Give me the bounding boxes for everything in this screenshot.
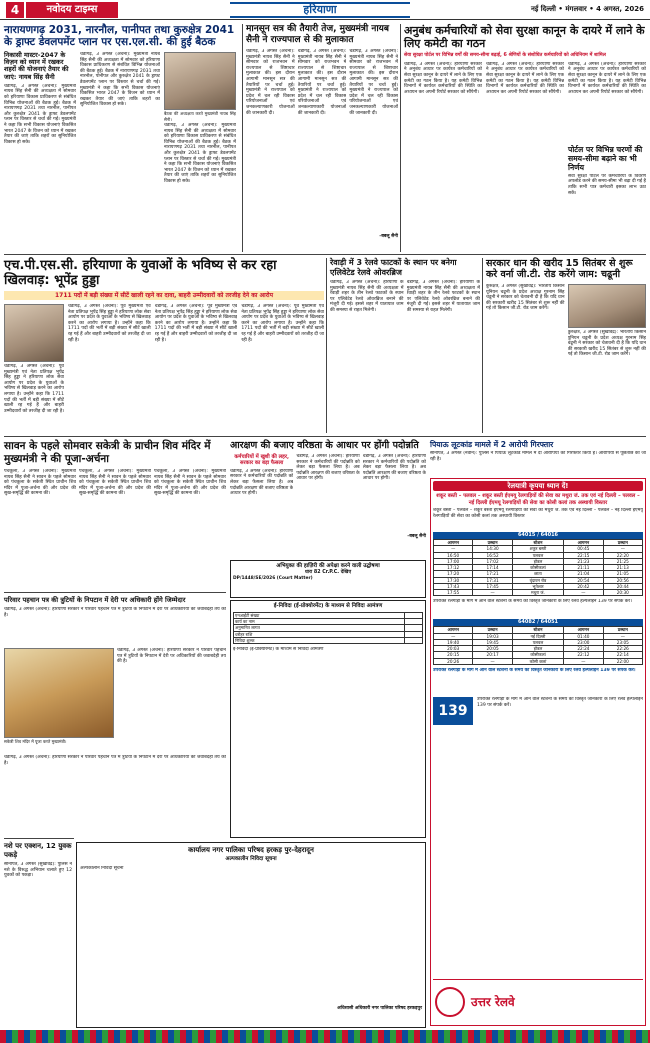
timetable-row [434, 590, 643, 596]
story-body-cont3: चंडीगढ़, 3 अगस्त (अर्चना): पूर्व मुख्यमंत्री एवं नेता प्रतिपक्ष भूपेंद्र सिंह हुड्डा ने हरियाणा लोक सेवा आयोग पर प्रदेश के युवाओं के भविष्य से खिलवाड़ करने का आरोप लगाया है। उन्होंने कहा कि 1711 पदों की भर्ती में बड़ी संख्या में सीटें खाली रह गई हैं और बाहरी उम्मीदवारों को तरजीह दी जा रही है। [241, 304, 325, 343]
col-head: स्टेशन [512, 627, 563, 633]
timetable-cell: 17:12 [434, 565, 473, 571]
railway-ad-title: रेलयात्री कृपया ध्यान दें! [433, 481, 643, 491]
story-drugs-action [4, 842, 72, 1028]
timetable-cell: — [603, 546, 642, 552]
railway-timetable-1 [433, 539, 643, 596]
notice-subtitle: धारा 82 Cr.P.C. देखिए [304, 569, 352, 575]
timetable-cell: भूतेश्वर [512, 583, 563, 589]
story-body-cont: चंडीगढ़, 3 अगस्त (अर्चना): हरियाणा सरकार ने कर्मचारियों की पदोन्नति को लेकर बड़ा फैसला लिया है। अब पदोन्नति आरक्षण की बजाए वरिष्ठता के आधार पर होगी। [296, 454, 360, 482]
story-body-cont2: चंडीगढ़, 3 अगस्त (अर्चना): हरियाणा सरकार ने कर्मचारियों की पदोन्नति को लेकर बड़ा फैसला लिया है। अब पदोन्नति आरक्षण की बजाए वरिष्ठता के आधार पर होगी। [362, 454, 426, 482]
timetable-cell: 20:26 [434, 658, 473, 664]
timetable-cell: 01:40 [564, 633, 603, 639]
sidebar-headline: पोर्टल पर विभिन्न चरणों की समय-सीमा बढ़ाने का भी निर्णय [568, 144, 643, 172]
timetable-cell: 17:43 [434, 583, 473, 589]
timetable-cell: 22:26 [603, 646, 642, 652]
story-ppp-errors [4, 596, 226, 836]
story-body: चंडीगढ़, 3 अगस्त (अर्चना): पूर्व मुख्यमंत्री एवं नेता प्रतिपक्ष भूपेंद्र सिंह हुड्डा ने हरियाणा लोक सेवा आयोग पर प्रदेश के युवाओं के भविष्य से खिलवाड़ करने का आरोप लगाया है। उन्होंने कहा कि 1711 पदों की भर्ती में बड़ी संख्या में सीटें खाली रह गई हैं और बाहरी उम्मीदवारों को तरजीह दी जा रही है। [4, 364, 64, 414]
story-body-cont: चंडीगढ़, 3 अगस्त (अर्चना): हरियाणा के मुख्यमंत्री नायब सिंह सैनी की अध्यक्षता में रेवाड़ी शहर के तीन रेलवे फाटकों के स्थान पर एलिवेटेड रेलवे ओवरब्रिज बनाने की मंजूरी दी गई। इससे शहर में यातायात जाम की समस्या से राहत मिलेगी। [406, 280, 480, 313]
timetable-cell: 22:20 [603, 552, 642, 558]
story-body-cont2: चंडीगढ़, 3 अगस्त (अर्चना): मुख्यमंत्री नायब सिंह सैनी ने सोमवार को राजभवन में राज्यपाल से शिष्टाचार मुलाकात की। इस दौरान आगामी मानसून सत्र की तैयारियों पर चर्चा हुई। मुख्यमंत्री ने राज्यपाल को प्रदेश में चल रही विकास परियोजनाओं एवं जनकल्याणकारी योजनाओं की जानकारी दी। [349, 49, 399, 116]
notice-court: DP/1448/SE/2026 (Court Matter) [233, 575, 313, 581]
tender-cell: धरोहर राशि [234, 631, 405, 637]
timetable-cell: 21:04 [564, 571, 603, 577]
timetable-cell: — [434, 633, 473, 639]
story-headline: अनुबंध कर्मचारियों को सेवा सुरक्षा कानून के दायरे में लाने के लिए कमेटी का गठन [404, 24, 645, 50]
story-headline: पियाऊ लूटकांड मामले में 2 आरोपी गिरफ्तार [430, 440, 554, 449]
municipal-tender-notice [76, 842, 426, 1028]
tender-cell: अनुमानित लागत [234, 625, 405, 631]
story-body-cont: चंडीगढ़, 3 अगस्त (अर्चना): पूर्व मुख्यमंत्री एवं नेता प्रतिपक्ष भूपेंद्र सिंह हुड्डा ने हरियाणा लोक सेवा आयोग पर प्रदेश के युवाओं के भविष्य से खिलवाड़ करने का आरोप लगाया है। उन्होंने कहा कि 1711 पदों की भर्ती में बड़ी संख्या में सीटें खाली रह गई हैं और बाहरी उम्मीदवारों को तरजीह दी जा रही है। [68, 304, 151, 343]
timetable-cell: 20:03 [434, 646, 473, 652]
story-promotion-seniority [230, 440, 426, 560]
story-contract-employees [404, 24, 646, 252]
story-body-cont2: चंडीगढ़, 3 अगस्त (अर्चना): पूर्व मुख्यमंत्री एवं नेता प्रतिपक्ष भूपेंद्र सिंह हुड्डा ने हरियाणा लोक सेवा आयोग पर प्रदेश के युवाओं के भविष्य से खिलवाड़ करने का आरोप लगाया है। उन्होंने कहा कि 1711 पदों की भर्ती में बड़ी संख्या में सीटें खाली रह गई हैं और बाहरी उम्मीदवारों को तरजीह दी जा रही है। [154, 304, 238, 343]
timetable-cell: 14:30 [473, 546, 512, 552]
timetable-cell: 17:55 [434, 590, 473, 596]
timetable-cell: 20:42 [564, 583, 603, 589]
chief-minister-photo [164, 52, 236, 110]
timetable-cell: छाता [512, 571, 563, 577]
story-body: चंडीगढ़, 3 अगस्त (अर्चना): हरियाणा के मुख्यमंत्री नायब सिंह सैनी की अध्यक्षता में रेवाड़ी शहर के तीन रेलवे फाटकों के स्थान पर एलिवेटेड रेलवे ओवरब्रिज बनाने की मंजूरी दी गई। इससे शहर में यातायात जाम की समस्या से राहत मिलेगी। [330, 280, 404, 313]
timetable-cell: 17:20 [434, 571, 473, 577]
timetable-cell: 17:02 [473, 558, 512, 564]
timetable-cell: 20:05 [473, 646, 512, 652]
timetable-cell: 20:54 [564, 577, 603, 583]
timetable-cell: 21:23 [564, 558, 603, 564]
timetable-cell: 21:25 [603, 558, 642, 564]
story-body: चंडीगढ़, 3 अगस्त (अर्चना): हरियाणा सरकार ने अनुबंध आधार पर कार्यरत कर्मचारियों को सेवा सुरक्षा कानून के दायरे में लाने के लिए एक कमेटी का गठन किया है। यह कमेटी विभिन्न विभागों में कार्यरत कर्मचारियों की स्थिति का अध्ययन कर अपनी रिपोर्ट सरकार को सौंपेगी। [404, 61, 482, 95]
story-body-cont2: चंडीगढ़, 3 अगस्त (अर्चना): हरियाणा सरकार ने परिवार पहचान पत्र में त्रुटियों के निपटान में देरी पर अधिकारियों की जवाबदेही तय की है। [4, 755, 226, 766]
tender-table [233, 612, 423, 644]
story-headline: रेवाड़ी में 3 रेलवे फाटकों के स्थान पर बनेगा एलिवेटेड रेलवे ओवरब्रिज [330, 258, 457, 277]
story-headline: नशे पर एक्शन, 12 युवक पकड़े [4, 842, 72, 859]
timetable-cell: 17:30 [434, 577, 473, 583]
timetable-cell: कोसीकलां [512, 652, 563, 658]
story-headline: एच.पी.एस.सी. हरियाणा के युवाओं के भविष्य से कर रहा खिलवाड़: भूपेंद्र हुड्डा [4, 258, 277, 288]
page-number: 4 [6, 2, 24, 18]
story-headline: मानसून सत्र की तैयारी तेज, मुख्यमंत्री नायब सैनी ने राज्यपाल से की मुलाकात [246, 24, 390, 45]
timetable-cell: 21:13 [603, 565, 642, 571]
story-hpsc [4, 258, 324, 433]
chaduni-photo [568, 284, 647, 328]
story-body: कुरुक्षेत्र, 3 अगस्त (सुखविंद्र): भारतीय किसान यूनियन चढूनी के प्रदेश अध्यक्ष गुरनाम सिंह चढूनी ने सरकार को चेतावनी दी है कि यदि धान की सरकारी खरीद 15 सितंबर से शुरू नहीं की गई तो किसान जी.टी. रोड जाम करेंगे। [486, 284, 565, 312]
timetable-cell: 16:50 [434, 552, 473, 558]
timetable-cell: 22:14 [603, 652, 642, 658]
helpline-text: उपरोक्त रेलगाड़ी के मार्ग में आने वाले स्टेशनों के समय की विस्तृत जानकारी के लिए रेलवे हेल्पलाइन 139 पर संपर्क करें। [477, 696, 643, 708]
timetable-cell: — [473, 658, 512, 664]
story-body: चंडीगढ़, 3 अगस्त (अर्चना): मुख्यमंत्री नायब सिंह सैनी की अध्यक्षता में सोमवार को हरियाणा विकास प्राधिकरण से संबंधित विभिन्न योजनाओं की बैठक हुई। बैठक में नारायणगढ़ 2031 तथा नारनौल, पानीपत और कुरुक्षेत्र 2041 के ड्राफ्ट डेवलपमेंट प्लान पर विस्तार से चर्चा की गई। मुख्यमंत्री ने कहा कि सभी विकास योजनाएं विकसित भारत 2047 के विजन को ध्यान में रखकर तैयार की जाएं ताकि शहरों का सुनियोजित विकास हो सके। [4, 83, 76, 145]
timetable-cell: होडल [512, 646, 563, 652]
story-headline: सावन के पहले सोमवार सकेत्री के प्राचीन शिव मंदिर में मुख्यमंत्री ने की पूजा-अर्चना [4, 440, 211, 465]
col-head: प्रस्थान [603, 627, 642, 633]
story-body: चंडीगढ़, 3 अगस्त (अर्चना): मुख्यमंत्री नायब सिंह सैनी ने सोमवार को राजभवन में राज्यपाल से शिष्टाचार मुलाकात की। इस दौरान आगामी मानसून सत्र की तैयारियों पर चर्चा हुई। मुख्यमंत्री ने राज्यपाल को प्रदेश में चल रही विकास परियोजनाओं एवं जनकल्याणकारी योजनाओं की जानकारी दी। [246, 49, 295, 116]
story-paddy-procurement [486, 258, 646, 433]
timetable-cell: कोसी कलां [512, 658, 563, 664]
story-author: -बबलू सैनी [407, 534, 426, 539]
railway-ad-details: शकूर बस्ती – पलवल – शकूर बस्ती ईएमयू रेलगाड़ियों की सेवा का मथुरा जं. तक एवं नई दिल्ली – पलवल – नई दिल्ली ईएमयू रेलगाड़ियों की सेवा का कोसी कलां तक अस्थायी विस्तार [433, 508, 643, 519]
story-headline: सरकार धान की खरीद 15 सितंबर से शुरू करे वर्ना जी.टी. रोड करेंगे जाम: चढूनी [486, 258, 633, 280]
timetable-cell: 17:31 [473, 577, 512, 583]
col-head: प्रस्थान [473, 627, 512, 633]
timetable-cell: 00:45 [564, 546, 603, 552]
tender-cell: कार्य का नाम [234, 619, 405, 625]
story-body-cont2: चंडीगढ़, 3 अगस्त (अर्चना): मुख्यमंत्री नायब सिंह सैनी की अध्यक्षता में सोमवार को हरियाणा विकास प्राधिकरण से संबंधित विभिन्न योजनाओं की बैठक हुई। बैठक में नारायणगढ़ 2031 तथा नारनौल, पानीपत और कुरुक्षेत्र 2041 के ड्राफ्ट डेवलपमेंट प्लान पर विस्तार से चर्चा की गई। मुख्यमंत्री ने कहा कि सभी विकास योजनाएं विकसित भारत 2047 के विजन को ध्यान में रखकर तैयार की जाएं ताकि शहरों का सुनियोजित विकास हो सके। [164, 123, 236, 184]
col-head: आगमन [434, 540, 473, 546]
railway-ad-note: उपरोक्त रेलगाड़ी के मार्ग में आने वाले स्टेशनों के समय की विस्तृत जानकारी के लिए रेलवे हेल्पलाइन 139 पर संपर्क करें। [433, 599, 632, 605]
dateline: नई दिल्ली • मंगलवार • 4 अगस्त, 2026 [530, 5, 644, 13]
tender-cell: एनआईटी संख्या [234, 612, 405, 618]
timetable-cell: 22:15 [564, 552, 603, 558]
timetable-cell: 17:14 [473, 565, 512, 571]
timetable-cell: 22:24 [564, 646, 603, 652]
timetable-cell: मथुरा जं. [512, 590, 563, 596]
proclamation-1 [230, 560, 426, 598]
timetable-cell: 21:11 [564, 565, 603, 571]
notice-subtitle: अल्पकालीन निविदा सूचना [225, 855, 277, 862]
story-body: सोनीपत, 3 अगस्त (नवीन): पुलिस ने पियाऊ लूटकांड मामले में दो आरोपियों को गिरफ्तार किया है। आरोपियों से पूछताछ की जा रही है। [430, 451, 646, 462]
timetable-cell: — [473, 590, 512, 596]
story-monsoon-session [246, 24, 398, 252]
section-title: हरियाणा [230, 2, 410, 18]
story-body-cont: चंडीगढ़, 3 अगस्त (अर्चना): हरियाणा सरकार ने परिवार पहचान पत्र में त्रुटियों के निपटान में देरी पर अधिकारियों की जवाबदेही तय की है। [117, 648, 226, 665]
e-tender-notice [230, 600, 426, 838]
timetable-cell: नई दिल्ली [512, 633, 563, 639]
col-head: स्टेशन [512, 540, 563, 546]
story-subheadline: 1711 पदों में बड़ी संख्या में सीटें खाली रहने का दावा, बाहरी उम्मीदवारों को तरजीह देने का आरोप [4, 291, 324, 300]
timetable-cell: कोसीकलां [512, 565, 563, 571]
timetable-cell: 21:05 [603, 571, 642, 577]
timetable-cell: — [603, 633, 642, 639]
masthead [0, 0, 650, 20]
notice-body: ई-निविदा (ई-प्रोक्योरमेंट) के माध्यम से निविदा आमंत्रण [233, 647, 324, 652]
footer-ornament [0, 1030, 650, 1043]
timetable-cell: 20:30 [603, 590, 642, 596]
notice-title: ई-निविदा (ई-प्रोक्योरमेंट) के माध्यम से निविदा आमंत्रण [273, 603, 383, 609]
timetable-cell: 19:45 [473, 639, 512, 645]
timetable-cell: शकूर बस्ती [512, 546, 563, 552]
timetable-cell: 20:44 [603, 583, 642, 589]
tender-row [234, 637, 423, 643]
tender-cell: निविदा शुल्क [234, 637, 405, 643]
story-body-cont2: चंडीगढ़, 3 अगस्त (अर्चना): हरियाणा सरकार ने अनुबंध आधार पर कार्यरत कर्मचारियों को सेवा सुरक्षा कानून के दायरे में लाने के लिए एक कमेटी का गठन किया है। यह कमेटी विभिन्न विभागों में कार्यरत कर्मचारियों की स्थिति का अध्ययन कर अपनी रिपोर्ट सरकार को सौंपेगी। [568, 61, 646, 95]
story-piyau-robbery [430, 440, 646, 476]
story-body-cont: चंडीगढ़, 3 अगस्त (अर्चना): मुख्यमंत्री नायब सिंह सैनी की अध्यक्षता में सोमवार को हरियाणा विकास प्राधिकरण से संबंधित विभिन्न योजनाओं की बैठक हुई। बैठक में नारायणगढ़ 2031 तथा नारनौल, पानीपत और कुरुक्षेत्र 2041 के ड्राफ्ट डेवलपमेंट प्लान पर विस्तार से चर्चा की गई। मुख्यमंत्री ने कहा कि सभी विकास योजनाएं विकसित भारत 2047 के विजन को ध्यान में रखकर तैयार की जाएं ताकि शहरों का सुनियोजित विकास हो सके। [80, 52, 160, 108]
photo-caption: बैठक की अध्यक्षता करते मुख्यमंत्री नायब सिंह सैनी। [164, 111, 236, 121]
timetable-cell: 17:45 [473, 583, 512, 589]
timetable-cell: 17:00 [434, 558, 473, 564]
newspaper-logo: नवोदय टाइम्स [26, 2, 118, 18]
temple-photo [4, 648, 114, 738]
railway-ad-footnote: उपरोक्त रेलगाड़ी के मार्ग में आने वाले स्टेशनों के समय की विस्तृत जानकारी के लिए रेलवे हेल्पलाइन 139 पर संपर्क करें। [433, 667, 636, 673]
timetable-cell: — [564, 658, 603, 664]
col-head: आगमन [564, 627, 603, 633]
story-body: चंडीगढ़, 3 अगस्त (अर्चना): हरियाणा सरकार ने कर्मचारियों की पदोन्नति को लेकर बड़ा फैसला लिया है। अब पदोन्नति आरक्षण की बजाए वरिष्ठता के आधार पर होगी। [230, 468, 294, 497]
story-body-cont: पंचकूला, 3 अगस्त (अर्चना): मुख्यमंत्री नायब सिंह सैनी ने सावन के पहले सोमवार को पंचकूला के सकेत्री स्थित प्राचीन शिव मंदिर में पूजा-अर्चना की और प्रदेश की सुख-समृद्धि की कामना की। [79, 469, 151, 497]
story-body-cont: कुरुक्षेत्र, 3 अगस्त (सुखविंद्र): भारतीय किसान यूनियन चढूनी के प्रदेश अध्यक्ष गुरनाम सिंह चढूनी ने सरकार को चेतावनी दी है कि यदि धान की सरकारी खरीद 15 सितंबर से शुरू नहीं की गई तो किसान जी.टी. रोड जाम करेंगे। [567, 330, 646, 358]
timetable-cell: 19:40 [434, 639, 473, 645]
story-headline: परिवार पहचान पत्र की त्रुटियों के निपटान में देरी पर अधिकारी होंगे जिम्मेदार [4, 596, 186, 604]
timetable-cell: 20:17 [473, 652, 512, 658]
story-body-cont: चंडीगढ़, 3 अगस्त (अर्चना): मुख्यमंत्री नायब सिंह सैनी ने सोमवार को राजभवन में राज्यपाल से शिष्टाचार मुलाकात की। इस दौरान आगामी मानसून सत्र की तैयारियों पर चर्चा हुई। मुख्यमंत्री ने राज्यपाल को प्रदेश में चल रही विकास परियोजनाओं एवं जनकल्याणकारी योजनाओं की जानकारी दी। [297, 49, 347, 116]
timetable-cell: 19:03 [473, 633, 512, 639]
notice-title: अभियुक्त की हाज़िरी की अपेक्षा करने वाली उद्घोषणा [276, 563, 380, 569]
timetable-cell: 23:05 [603, 639, 642, 645]
story-saketri-temple [4, 440, 226, 590]
timetable-cell: पलवल [512, 639, 563, 645]
timetable-cell: — [434, 546, 473, 552]
story-body-cont2: पंचकूला, 3 अगस्त (अर्चना): मुख्यमंत्री नायब सिंह सैनी ने सावन के पहले सोमवार को पंचकूला के सकेत्री स्थित प्राचीन शिव मंदिर में पूजा-अर्चना की और प्रदेश की सुख-समृद्धि की कामना की। [154, 469, 226, 497]
story-body: पंचकूला, 3 अगस्त (अर्चना): मुख्यमंत्री नायब सिंह सैनी ने सावन के पहले सोमवार को पंचकूला के सकेत्री स्थित प्राचीन शिव मंदिर में पूजा-अर्चना की और प्रदेश की सुख-समृद्धि की कामना की। [4, 469, 76, 497]
notice-body: अल्पकालीन निविदा सूचना [80, 865, 124, 871]
col-head: प्रस्थान [473, 540, 512, 546]
railway-logo-icon [435, 987, 465, 1017]
story-headline: नारायणगढ़ 2031, नारनौल, पानीपत तथा कुरुक्षेत्र 2041 के ड्राफ्ट डेवलपमेंट प्लान पर एस.एल.सी. की हुई बैठक [4, 24, 235, 48]
story-narayangarh [4, 24, 240, 252]
railway-advertisement [430, 478, 646, 1026]
story-body: सोनीपत, 3 अगस्त (सुखविंद्र): पुलिस ने नशे के विरुद्ध अभियान चलाते हुए 12 युवकों को पकड़ा। [4, 862, 72, 879]
story-subheadline: सेवा सुरक्षा पोर्टल पर विभिन्न वर्गों की समय-सीमा बढ़ाई, 6 श्रेणियों के संशोधित कर्मचारियों को अधिनियम में शामिल [404, 53, 606, 58]
railway-ad-intro: शकूर बस्ती – पलवल – शकूर बस्ती ईएमयू रेलगाड़ियों की सेवा का मथुरा जं. तक एवं नई दिल्ली – पलवल – नई दिल्ली ईएमयू रेलगाड़ियों की सेवा का कोसी कलां तक अस्थायी विस्तार [436, 493, 640, 506]
sidebar-body: सेवा सुरक्षा पोर्टल पर कर्मचारियों के विवरण अपलोड करने की समय-सीमा भी बढ़ा दी गई है ताकि सभी पात्र कर्मचारी इसका लाभ उठा सकें। [568, 173, 646, 196]
story-rewari-rob [330, 258, 480, 433]
tender-value-cell [404, 637, 422, 643]
timetable-cell: 17:21 [473, 571, 512, 577]
story-author: -बबलू सैनी [379, 234, 398, 239]
notice-title: कार्यालय नगर पालिका परिषद हरकड़ पुर-देहरादून [188, 846, 314, 854]
railway-table2-train: 64082 / 64051 [433, 619, 643, 626]
timetable-cell: पलवल [512, 552, 563, 558]
story-body: चंडीगढ़, 3 अगस्त (अर्चना): हरियाणा सरकार ने परिवार पहचान पत्र में त्रुटियों के निपटान में देरी पर अधिकारियों की जवाबदेही तय की है। [4, 607, 226, 618]
story-body-cont: चंडीगढ़, 3 अगस्त (अर्चना): हरियाणा सरकार ने अनुबंध आधार पर कार्यरत कर्मचारियों को सेवा सुरक्षा कानून के दायरे में लाने के लिए एक कमेटी का गठन किया है। यह कमेटी विभिन्न विभागों में कार्यरत कर्मचारियों की स्थिति का अध्ययन कर अपनी रिपोर्ट सरकार को सौंपेगी। [486, 61, 564, 95]
timetable-row [434, 658, 643, 664]
timetable-cell: वृंदावन रोड [512, 577, 563, 583]
timetable-cell: 20:56 [603, 577, 642, 583]
story-subheadline: निकासी मास्टर-2047 के विज़न को ध्यान में रखकर शहरों की योजनाएं तैयार की जाएं: नायब सिंह सैनी [4, 51, 69, 81]
timetable-cell: — [564, 590, 603, 596]
timetable-cell: 20:15 [434, 652, 473, 658]
col-head: आगमन [564, 540, 603, 546]
timetable-cell: 22:00 [603, 658, 642, 664]
helpline-badge: 139 [433, 697, 473, 725]
railway-timetable-2 [433, 626, 643, 665]
railway-table1-train: 64015 / 64016 [433, 532, 643, 539]
story-headline: आरक्षण की बजाए वरिष्ठता के आधार पर होंगी पदोन्नति [230, 440, 419, 451]
railway-brand: उत्तर रेलवे [471, 995, 515, 1009]
hooda-photo [4, 304, 64, 362]
timetable-cell: 23:00 [564, 639, 603, 645]
timetable-cell: 16:52 [473, 552, 512, 558]
col-head: प्रस्थान [603, 540, 642, 546]
col-head: आगमन [434, 627, 473, 633]
timetable-cell: 22:12 [564, 652, 603, 658]
story-subheadline: कर्मचारियों में खुशी की लहर, सरकार का बड़ा फैसला [234, 454, 289, 467]
photo-caption: सकेत्री शिव मंदिर में पूजा करते मुख्यमंत्री। [4, 739, 67, 744]
notice-signature: अधिशासी अधिकारी नगर पालिका परिषद हरकड़पुर [337, 1005, 422, 1011]
timetable-cell: होडल [512, 558, 563, 564]
